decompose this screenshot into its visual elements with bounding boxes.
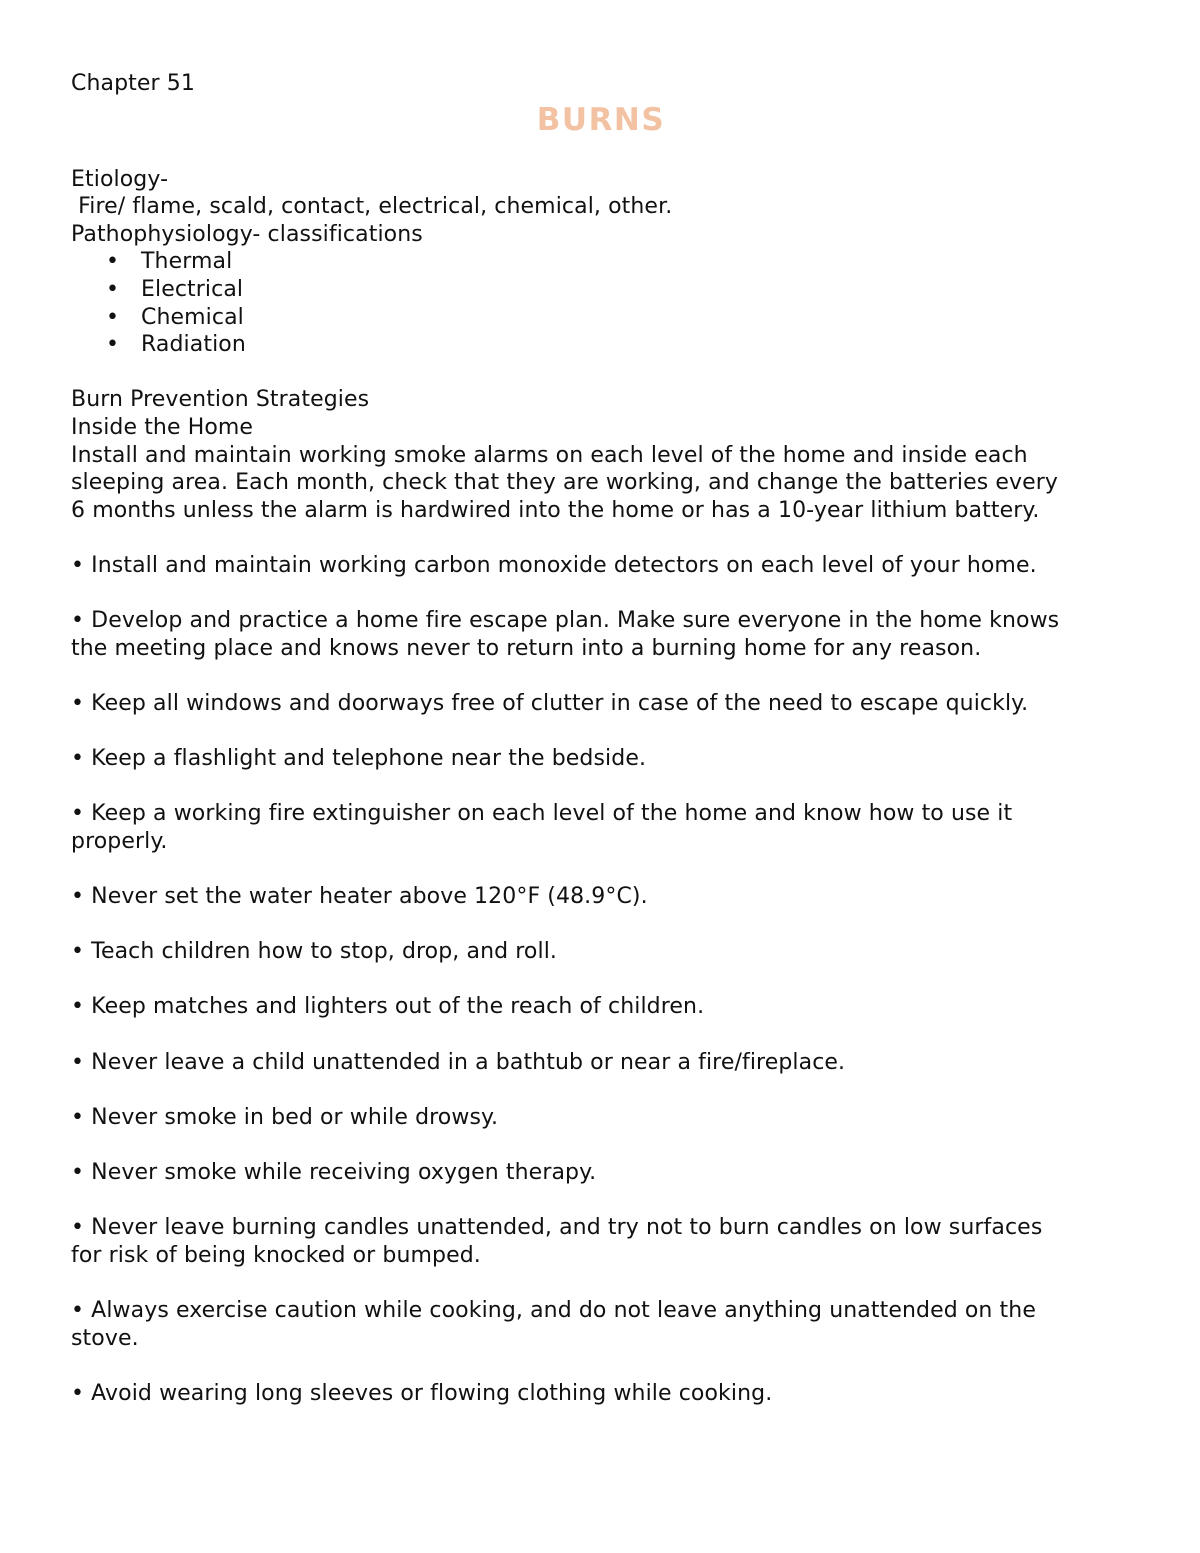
etiology-heading: Etiology- [71, 166, 169, 192]
tip-text: for risk of being knocked or bumped. [71, 1242, 481, 1268]
intro-line: sleeping area. Each month, check that they are working, and change the batteries every [71, 470, 1059, 496]
spacer [71, 524, 1131, 552]
spacer [71, 1187, 1131, 1215]
tip-text: • Never set the water heater above 120°F (48.9°C). [71, 884, 648, 910]
prevention-heading: Burn Prevention Strategies [71, 387, 370, 413]
page-title: BURNS [536, 101, 666, 138]
tip-text: • Never leave burning candles unattended, and try not to burn candles on low surfaces [71, 1215, 1043, 1241]
list-item [71, 276, 1131, 304]
tip-text: • Keep all windows and doorways free of clutter in case of the need to escape quickly. [71, 690, 1029, 716]
spacer [71, 855, 1131, 883]
tip-item [71, 1214, 1131, 1269]
intro-line: Install and maintain working smoke alarms on each level of the home and inside each [71, 442, 1028, 468]
tip-text: • Teach children how to stop, drop, and roll. [71, 939, 558, 965]
classification-list [71, 248, 1131, 358]
tip-text: • Never smoke while receiving oxygen therapy. [71, 1159, 597, 1185]
list-item [71, 248, 1131, 276]
spacer [71, 911, 1131, 939]
chapter-label: Chapter 51 [71, 71, 195, 96]
classification-label: Radiation [141, 332, 246, 358]
intro-line: 6 months unless the alarm is hardwired into the home or has a 10-year lithium battery. [71, 497, 1040, 523]
spacer [71, 359, 1131, 387]
tip-item [71, 883, 1131, 911]
spacer [71, 717, 1131, 745]
classification-label: Electrical [141, 276, 244, 302]
tip-item [71, 800, 1131, 855]
pathophysiology-heading: Pathophysiology- classifications [71, 221, 423, 247]
list-item [71, 331, 1131, 359]
tip-item [71, 1297, 1131, 1352]
spacer [71, 580, 1131, 608]
etiology-text: Fire/ flame, scald, contact, electrical, chemical, other. [71, 194, 673, 220]
tip-item [71, 745, 1131, 773]
classification-label: Thermal [141, 249, 233, 275]
tip-item [71, 552, 1131, 580]
tip-text: • Keep matches and lighters out of the reach of children. [71, 994, 705, 1020]
prevention-subheading: Inside the Home [71, 414, 254, 440]
tip-text: • Develop and practice a home fire escape plan. Make sure everyone in the home knows [71, 608, 1060, 634]
spacer [71, 662, 1131, 690]
tip-text: • Always exercise caution while cooking, and do not leave anything unattended on the [71, 1297, 1036, 1323]
bullet-icon: • [106, 276, 120, 302]
tip-item [71, 1159, 1131, 1187]
spacer [71, 966, 1131, 994]
spacer [71, 1269, 1131, 1297]
tip-item [71, 938, 1131, 966]
tip-text: the meeting place and knows never to return into a burning home for any reason. [71, 635, 982, 661]
classification-label: Chemical [141, 304, 244, 330]
bullet-icon: • [106, 332, 120, 358]
tip-item [71, 1049, 1131, 1077]
tip-item [71, 1104, 1131, 1132]
tip-item [71, 690, 1131, 718]
tip-text: • Avoid wearing long sleeves or flowing clothing while cooking. [71, 1380, 773, 1406]
tip-text: stove. [71, 1325, 139, 1351]
spacer [71, 1076, 1131, 1104]
prevention-tips [71, 524, 1131, 1407]
tip-item [71, 1380, 1131, 1408]
spacer [71, 1021, 1131, 1049]
bullet-icon: • [106, 304, 120, 330]
tip-text: properly. [71, 828, 168, 854]
tip-item [71, 993, 1131, 1021]
tip-text: • Never leave a child unattended in a bathtub or near a fire/fireplace. [71, 1049, 846, 1075]
spacer [71, 773, 1131, 801]
bullet-icon: • [106, 249, 120, 275]
tip-text: • Never smoke in bed or while drowsy. [71, 1104, 499, 1130]
spacer [71, 1352, 1131, 1380]
document-page [71, 70, 1131, 1407]
tip-text: • Keep a working fire extinguisher on each level of the home and know how to use it [71, 801, 1013, 827]
tip-text: • Keep a flashlight and telephone near the bedside. [71, 746, 647, 772]
list-item [71, 304, 1131, 332]
tip-text: • Install and maintain working carbon monoxide detectors on each level of your home. [71, 552, 1037, 578]
tip-item [71, 607, 1131, 662]
spacer [71, 1131, 1131, 1159]
